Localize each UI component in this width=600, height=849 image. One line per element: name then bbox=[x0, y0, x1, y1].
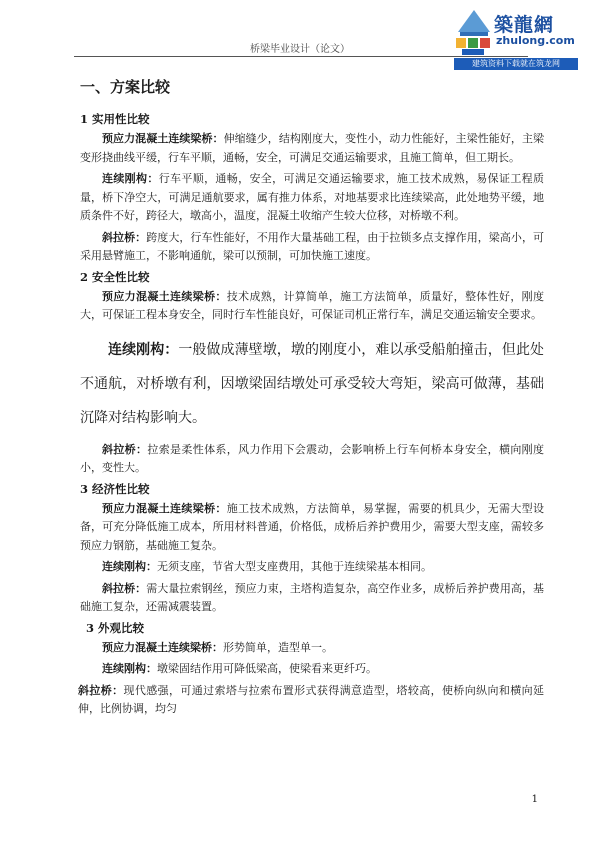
paragraph-label: 斜拉桥： bbox=[102, 581, 147, 595]
paragraph bbox=[80, 660, 544, 679]
subsection-heading: 3 外观比较 bbox=[86, 620, 145, 635]
paragraph-label: 预应力混凝土连续梁桥： bbox=[102, 289, 227, 303]
paragraph-text: 行车平顺，通畅，安全，可满足交通运输要求，施工技术成熟，易保证工程质量，桥下净空大，可满足通航要求，属有推力体系，对地基要求比连续梁高，此处地势平缓，地质条件不好，跨径大，墩高小，温度，混凝土收缩产生较大位移，对桥墩不利。 bbox=[80, 172, 545, 222]
paragraph-text: 形势简单，造型单一。 bbox=[223, 640, 333, 654]
paragraph bbox=[80, 500, 544, 556]
subsection-heading: 3 经济性比较 bbox=[80, 481, 150, 496]
paragraph-label: 斜拉桥： bbox=[78, 683, 124, 697]
paragraph-label: 预应力混凝土连续梁桥： bbox=[102, 501, 227, 515]
subsection-heading: 1 实用性比较 bbox=[80, 112, 150, 126]
paragraph-label: 连续刚构： bbox=[102, 662, 157, 675]
paragraph bbox=[80, 558, 544, 577]
zhulong-logo bbox=[452, 8, 580, 70]
page-number: 1 bbox=[531, 794, 538, 805]
paragraph bbox=[80, 288, 544, 325]
paragraph-label: 预应力混凝土连续梁桥： bbox=[102, 640, 223, 654]
section-title: 一、方案比较 bbox=[80, 78, 171, 96]
document-body bbox=[80, 76, 544, 722]
paragraph bbox=[80, 441, 544, 478]
paragraph bbox=[80, 130, 544, 167]
paragraph-label: 连续刚构： bbox=[102, 172, 159, 185]
paragraph-text: 无须支座，节省大型支座费用，其他于连续梁基本相同。 bbox=[157, 560, 432, 573]
paragraph-label: 预应力混凝土连续梁桥： bbox=[102, 132, 224, 145]
logo-url: zhulong.com bbox=[496, 34, 575, 47]
logo-tagline: 建筑资料下载就在筑龙网 bbox=[454, 58, 578, 70]
paragraph-text: 现代感强，可通过索塔与拉索布置形式获得满意造型，塔较高，使桥向纵向和横向延伸，比例协调，均匀 bbox=[78, 683, 544, 715]
paragraph-label: 斜拉桥： bbox=[102, 230, 147, 244]
paragraph bbox=[80, 229, 544, 266]
paragraph-text: 技术成熟，计算简单，施工方法简单，质量好，整体性好，刚度大，可保证工程本身安全，同时行车性能良好，可保证司机正常行车，满足交通运输安全要求。 bbox=[80, 289, 545, 321]
paragraph-label: 连续刚构： bbox=[108, 341, 179, 358]
document-header-title: 桥梁毕业设计（论文） bbox=[250, 44, 350, 55]
subsection-heading: 2 安全性比较 bbox=[80, 269, 150, 284]
paragraph-text: 伸缩缝少，结构刚度大，变性小，动力性能好，主梁性能好，主梁变形挠曲线平缓，行车平顺，通畅，安全，可满足交通运输要求，且施工简单，但工期长。 bbox=[80, 132, 545, 164]
paragraph-label: 连续刚构： bbox=[102, 560, 157, 573]
paragraph bbox=[80, 639, 544, 658]
paragraph bbox=[80, 170, 544, 226]
logo-text: 築龍網 bbox=[494, 14, 555, 36]
paragraph bbox=[78, 682, 544, 719]
paragraph-text: 跨度大，行车性能好，不用作大量基础工程，由于拉锁多点支撑作用，梁高小，可采用悬臂施工，不影响通航，梁可以预制，可加快施工速度。 bbox=[80, 230, 545, 262]
building-icon bbox=[452, 8, 496, 58]
paragraph-text: 墩梁固结作用可降低梁高，使梁看来更纤巧。 bbox=[157, 662, 377, 675]
paragraph-text: 需大量拉索钢丝，预应力束，主塔构造复杂，高空作业多，成桥后养护费用高，基础施工复杂，还需减震装置。 bbox=[80, 581, 545, 613]
paragraph bbox=[80, 580, 544, 617]
paragraph-label: 斜拉桥： bbox=[102, 442, 148, 456]
paragraph-text: 拉索是柔性体系，风力作用下会震动，会影响桥上行车何桥本身安全，横向刚度小，变性大。 bbox=[80, 442, 545, 474]
paragraph-text: 一般做成薄壁墩，墩的刚度小，难以承受船舶撞击，但此处不通航，对桥墩有利，因墩梁固结墩处可承受较大弯矩，梁高可做薄，基础沉降对结构影响大。 bbox=[80, 341, 545, 426]
paragraph-large bbox=[80, 333, 544, 435]
paragraph-text: 施工技术成熟，方法简单，易掌握，需要的机具少，无需大型设备，可充分降低施工成本，所用材料普通，价格低，成桥后养护费用少，需要大型支座，需较多预应力钢筋，基础施工复杂。 bbox=[80, 501, 545, 552]
